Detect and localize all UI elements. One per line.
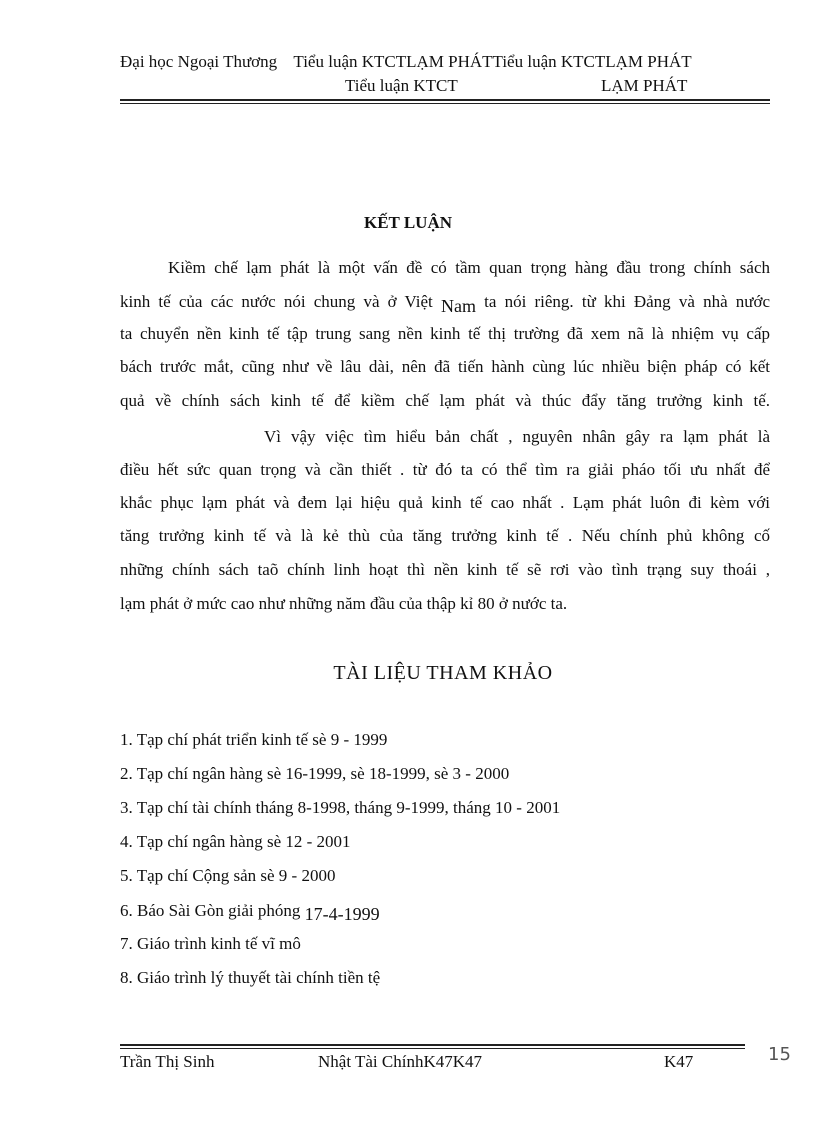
paragraph-text: kinh tế của các nước nói chung và ở Việt bbox=[120, 292, 433, 311]
paragraph-line: những chính sách taõ chính linh hoạt thì nền kinh tế sẽ rơi vào tình trạng suy thoái , bbox=[120, 560, 770, 579]
reference-item: 5. Tạp chí Cộng sản sè 9 - 2000 bbox=[120, 866, 336, 885]
reference-item: 4. Tạp chí ngân hàng sè 12 - 2001 bbox=[120, 832, 351, 851]
footer-author: Trần Thị Sinh bbox=[120, 1052, 215, 1071]
paragraph-line bbox=[120, 291, 771, 316]
references-title: TÀI LIỆU THAM KHẢO bbox=[333, 662, 553, 684]
paragraph-line: bách trước mắt, cũng như về lâu dài, nên đã tiến hành cùng lúc nhiều biện pháp có kết bbox=[120, 357, 770, 376]
header-university: Đại học Ngoại Thương bbox=[120, 52, 278, 71]
reference-text: 6. Báo Sài Gòn giải phóng bbox=[120, 901, 301, 920]
footer-rule-thick bbox=[120, 1044, 745, 1046]
paragraph-line: ta chuyển nền kinh tế tập trung sang nền kinh tế thị trường đã xem nã là nhiệm vụ cấp bbox=[120, 324, 770, 343]
page-number: 15 bbox=[768, 1044, 791, 1065]
footer-cohort: K47 bbox=[664, 1052, 694, 1071]
footer-class: Nhật Tài ChínhK47K47 bbox=[318, 1052, 483, 1071]
paragraph-line: Kiềm chế lạm phát là một vấn đề có tầm quan trọng hàng đầu trong chính sách bbox=[168, 258, 770, 277]
conclusion-title: KẾT LUẬN bbox=[363, 213, 452, 232]
reference-item: 8. Giáo trình lý thuyết tài chính tiền tệ bbox=[120, 968, 381, 987]
paragraph-line: Vì vậy việc tìm hiểu bản chất , nguyên nhân gây ra lạm phát là bbox=[264, 427, 770, 446]
header-essay-subject: Tiểu luận KTCT bbox=[345, 76, 458, 95]
header-rule-thick bbox=[120, 99, 770, 101]
reference-item: 7. Giáo trình kinh tế vĩ mô bbox=[120, 934, 301, 953]
reference-item: 3. Tạp chí tài chính tháng 8-1998, tháng 9-1999, tháng 10 - 2001 bbox=[120, 798, 561, 817]
reference-item: 1. Tạp chí phát triển kinh tế sè 9 - 1999 bbox=[120, 730, 388, 749]
paragraph-text-offset: Nam bbox=[440, 296, 476, 316]
paragraph-text: ta nói riêng. từ khi Đảng và nhà nước bbox=[484, 292, 771, 311]
paragraph-line: tăng trưởng kinh tế và là kẻ thù của tăng trưởng kinh tế . Nếu chính phủ không cố bbox=[120, 526, 770, 545]
paragraph-line: điều hết sức quan trọng và cần thiết . từ đó ta có thể tìm ra giải pháo tối ưu nhất để bbox=[120, 460, 770, 479]
paragraph-line: lạm phát ở mức cao như những năm đầu của thập kỉ 80 ở nước ta. bbox=[120, 594, 568, 613]
header-line-1 bbox=[120, 52, 692, 72]
reference-item bbox=[120, 900, 380, 924]
header-rule-thin bbox=[120, 103, 770, 104]
footer-rule-thin bbox=[120, 1048, 745, 1049]
header-topic: LẠM PHÁT bbox=[601, 76, 688, 95]
reference-date: 17-4-1999 bbox=[304, 904, 380, 924]
header-essay-title: Tiểu luận KTCTLẠM PHÁTTiểu luận KTCTLẠM PHÁT bbox=[293, 52, 692, 71]
paragraph-line: khắc phục lạm phát và đem lại hiệu quả kinh tế cao nhất . Lạm phát luôn đi kèm với bbox=[120, 493, 770, 512]
reference-item: 2. Tạp chí ngân hàng sè 16-1999, sè 18-1999, sè 3 - 2000 bbox=[120, 764, 510, 783]
paragraph-line: quả về chính sách kinh tế để kiềm chế lạm phát và thúc đẩy tăng trưởng kinh tế. bbox=[120, 391, 770, 410]
